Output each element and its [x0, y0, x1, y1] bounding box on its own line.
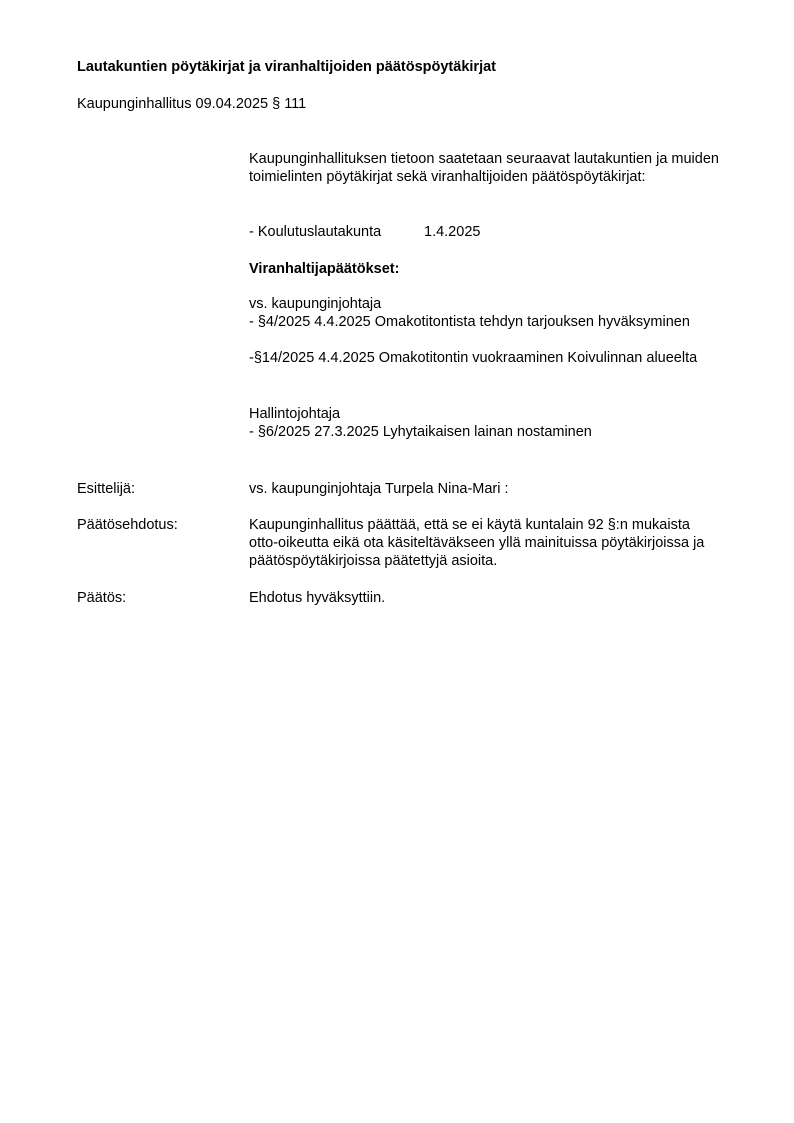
proposal-label: Päätösehdotus: [77, 517, 178, 533]
official-2-title: Hallintojohtaja [249, 406, 341, 422]
decision-value: Ehdotus hyväksyttiin. [249, 590, 386, 606]
official-1-title: vs. kaupunginjohtaja [249, 296, 382, 312]
decision-label: Päätös: [77, 590, 127, 606]
board-item-date: 1.4.2025 [424, 224, 481, 240]
official-2-item: - §6/2025 27.3.2025 Lyhytaikaisen lainan nostaminen [249, 424, 592, 440]
official-1-item: -§14/2025 4.4.2025 Omakotitontin vuokraaminen Koivulinnan alueelta [249, 350, 698, 366]
presenter-label: Esittelijä: [77, 481, 136, 497]
official-1-item: - §4/2025 4.4.2025 Omakotitontista tehdyn tarjouksen hyväksyminen [249, 314, 690, 330]
proposal-value: Kaupunginhallitus päättää, että se ei käytä kuntalain 92 §:n mukaista otto-oikeutta eikä ota käsiteltäväkseen yllä mainituissa pöytäkirjoissa ja päätöspöytäkirjoissa päätettyjä asioita. [249, 517, 705, 569]
intro-paragraph: Kaupunginhallituksen tietoon saatetaan seuraavat lautakuntien ja muiden toimielinten pöytäkirjat sekä viranhaltijoiden päätöspöytäkirjat: [249, 151, 719, 185]
document-title: Lautakuntien pöytäkirjat ja viranhaltijoiden päätöspöytäkirjat [77, 59, 496, 75]
meeting-reference: Kaupunginhallitus 09.04.2025 § 111 [77, 96, 307, 112]
decisions-heading: Viranhaltijapäätökset: [249, 261, 400, 277]
presenter-value: vs. kaupunginjohtaja Turpela Nina-Mari : [249, 481, 509, 497]
board-item-name: - Koulutuslautakunta [249, 224, 382, 240]
